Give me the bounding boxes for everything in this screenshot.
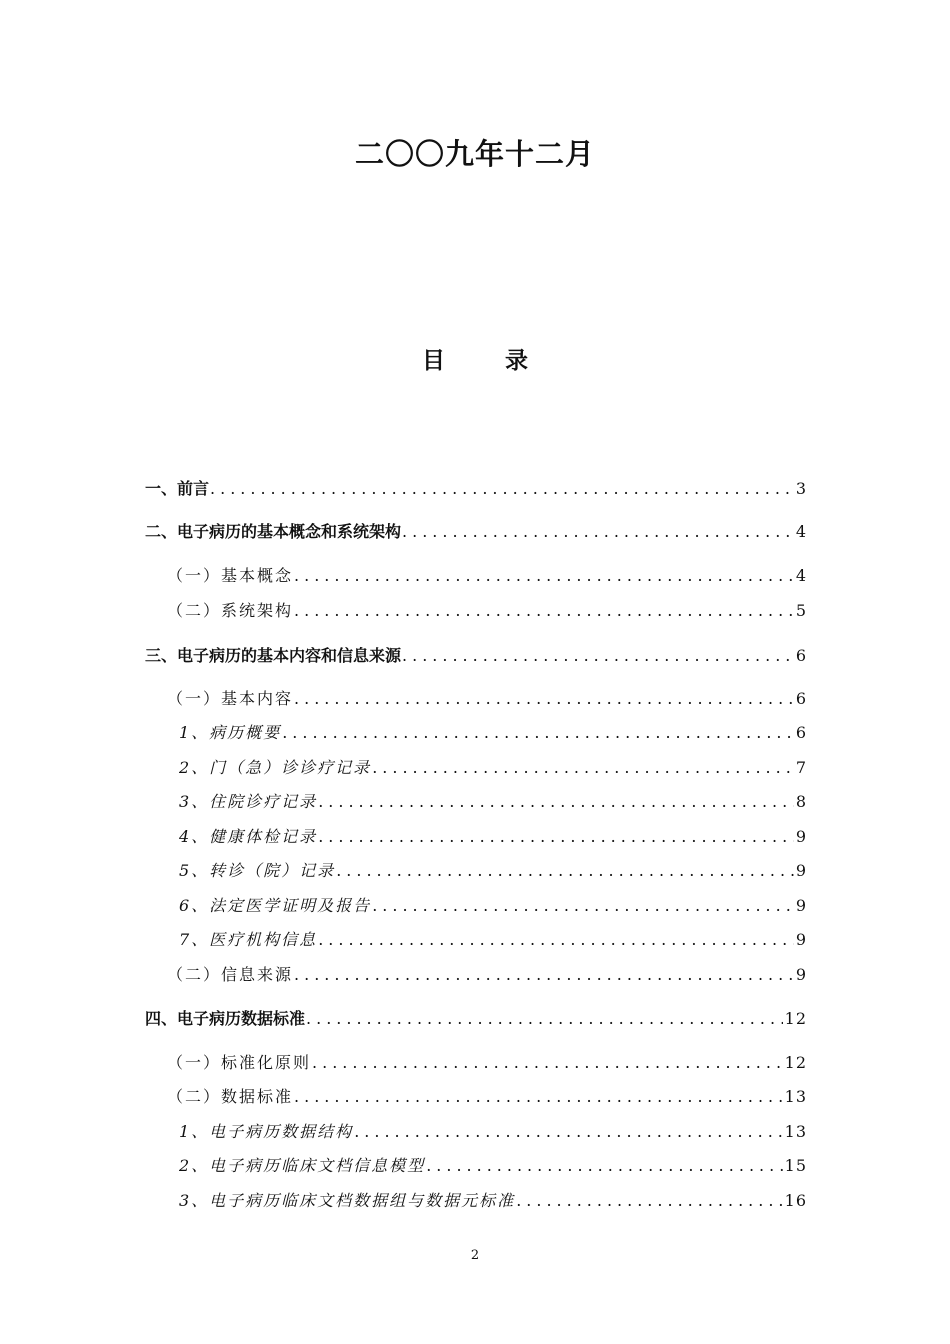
toc-entry-text: 3、住院诊疗记录 — [179, 792, 318, 811]
toc-entry-page: 13 — [784, 1087, 807, 1106]
toc-dot-leader — [294, 1085, 783, 1109]
toc-entry-text: 一、前言 — [145, 479, 210, 498]
toc-entry-text: 2、门（急）诊诊疗记录 — [179, 758, 372, 777]
toc-dot-leader — [294, 687, 794, 711]
toc-dot-leader — [282, 721, 794, 745]
toc-entry-text: （二）信息来源 — [167, 965, 294, 984]
toc-entry-page: 12 — [784, 1009, 807, 1028]
toc-entry[interactable] — [179, 825, 807, 849]
toc-entry-text: 1、电子病历数据结构 — [179, 1122, 354, 1141]
toc-entry[interactable] — [179, 859, 807, 883]
toc-entry-page: 15 — [784, 1156, 807, 1175]
toc-entry-page: 6 — [795, 723, 807, 742]
toc-entry-text: 3、电子病历临床文档数据组与数据元标准 — [179, 1191, 516, 1210]
toc-dot-leader — [312, 1051, 783, 1075]
toc-entry[interactable] — [179, 1189, 807, 1213]
toc-entry-text: （一）标准化原则 — [167, 1053, 312, 1072]
toc-entry[interactable] — [167, 963, 807, 987]
toc-entry-page: 5 — [795, 601, 807, 620]
toc-entry-page: 16 — [784, 1191, 807, 1210]
toc-entry-page: 13 — [784, 1122, 807, 1141]
toc-entry[interactable] — [179, 756, 807, 780]
toc-dot-leader — [402, 644, 794, 668]
toc-dot-leader — [402, 520, 794, 544]
toc-dot-leader — [516, 1189, 782, 1213]
toc-entry-text: 2、电子病历临床文档信息模型 — [179, 1156, 426, 1175]
toc-entry-page: 6 — [795, 689, 807, 708]
toc-entry-text: 二、电子病历的基本概念和系统架构 — [145, 522, 402, 541]
toc-entry[interactable] — [179, 1154, 807, 1178]
toc-entry-text: 1、病历概要 — [179, 723, 282, 742]
page-number: 2 — [470, 1248, 480, 1263]
toc-entry[interactable] — [179, 721, 807, 745]
toc-dot-leader — [294, 599, 794, 623]
toc-entry-page: 9 — [795, 896, 807, 915]
toc-entry-page: 4 — [795, 522, 807, 541]
toc-entry[interactable] — [167, 1085, 807, 1109]
toc-entry[interactable] — [145, 477, 807, 501]
toc-dot-leader — [426, 1154, 782, 1178]
toc-dot-leader — [294, 564, 794, 588]
toc-entry-text: 5、转诊（院）记录 — [179, 861, 336, 880]
toc-entry-page: 9 — [795, 861, 807, 880]
toc-entry[interactable] — [167, 687, 807, 711]
toc-entry[interactable] — [167, 1051, 807, 1075]
toc-entry-page: 7 — [795, 758, 807, 777]
toc-entry-page: 12 — [784, 1053, 807, 1072]
toc-entry-text: 三、电子病历的基本内容和信息来源 — [145, 646, 402, 665]
toc-entry[interactable] — [179, 1120, 807, 1144]
toc-entry[interactable] — [145, 644, 807, 668]
toc-dot-leader — [306, 1007, 783, 1031]
toc-entry-page: 6 — [795, 646, 807, 665]
toc-entry-text: （二）系统架构 — [167, 601, 294, 620]
toc-entry-text: 4、健康体检记录 — [179, 827, 318, 846]
toc-entry-text: 7、医疗机构信息 — [179, 930, 318, 949]
toc-entry-page: 4 — [795, 566, 807, 585]
toc-entry-text: （一）基本内容 — [167, 689, 294, 708]
toc-entry-page: 9 — [795, 965, 807, 984]
toc-entry-text: （一）基本概念 — [167, 566, 294, 585]
toc-dot-leader — [318, 928, 794, 952]
toc-entry[interactable] — [179, 894, 807, 918]
toc-entry[interactable] — [179, 928, 807, 952]
toc-dot-leader — [336, 859, 794, 883]
toc-entry[interactable] — [179, 790, 807, 814]
toc-entry[interactable] — [167, 599, 807, 623]
toc-dot-leader — [210, 477, 794, 501]
toc-dot-leader — [318, 790, 794, 814]
toc-entry-page: 8 — [795, 792, 807, 811]
toc-entry-text: （二）数据标准 — [167, 1087, 294, 1106]
toc-entry[interactable] — [167, 564, 807, 588]
toc-dot-leader — [372, 756, 794, 780]
toc-entry[interactable] — [145, 1007, 807, 1031]
toc-entry-page: 9 — [795, 827, 807, 846]
toc-dot-leader — [372, 894, 794, 918]
toc-entry-text: 6、法定医学证明及报告 — [179, 896, 372, 915]
toc-entry-page: 9 — [795, 930, 807, 949]
toc-dot-leader — [294, 963, 794, 987]
toc-dot-leader — [318, 825, 794, 849]
date-heading: 二〇〇九年十二月 — [354, 137, 595, 171]
toc-entry[interactable] — [145, 520, 807, 544]
toc-dot-leader — [354, 1120, 782, 1144]
toc-entry-page: 3 — [795, 479, 807, 498]
toc-title: 目 录 — [421, 347, 554, 374]
toc-entry-text: 四、电子病历数据标准 — [145, 1009, 306, 1028]
